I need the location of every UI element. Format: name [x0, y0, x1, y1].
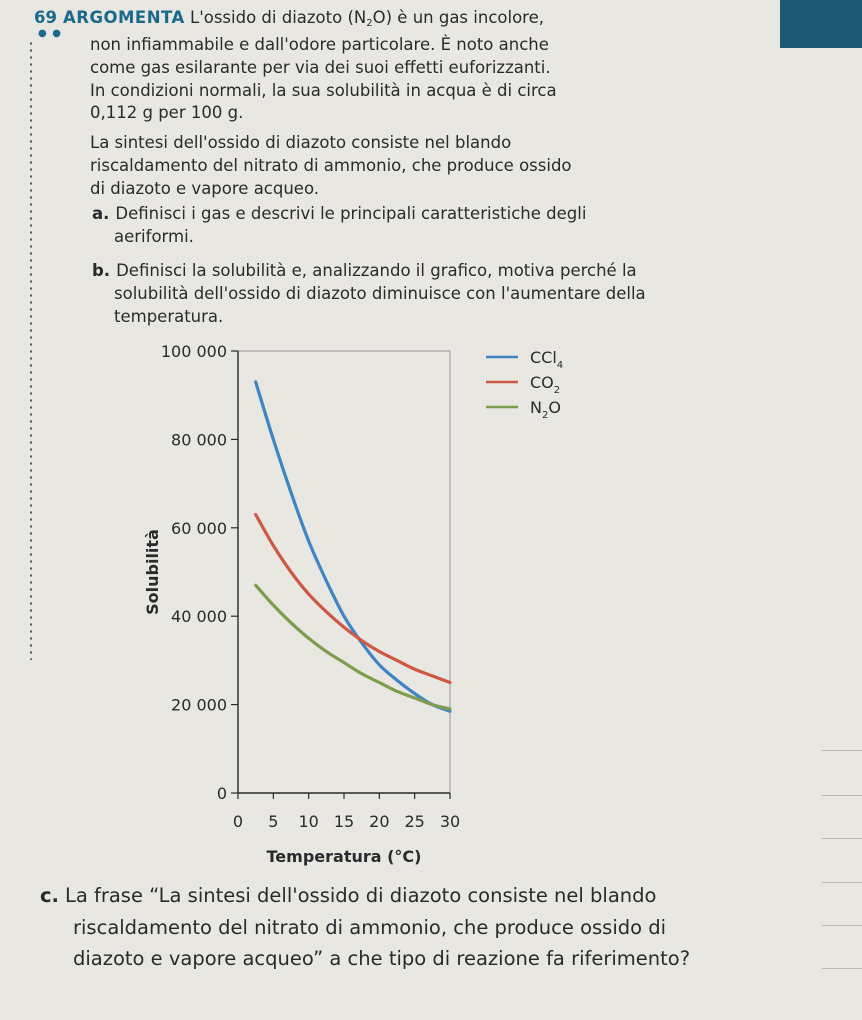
margin-rule: [822, 882, 862, 883]
text-line: La sintesi dell'ossido di diazoto consiste nel blando: [90, 133, 512, 152]
question-c-label: c.: [40, 884, 59, 907]
margin-rule: [822, 925, 862, 926]
y-axis-label: Solubilità: [143, 529, 162, 615]
y-tick-label: 40 000: [171, 607, 227, 627]
text-line: come gas esilarante per via dei suoi effetti euforizzanti.: [90, 57, 551, 77]
x-tick-label: 10: [298, 812, 319, 831]
y-tick-label: 20 000: [171, 695, 227, 715]
x-tick-label: 15: [333, 812, 355, 831]
difficulty-dots-icon: ● ●: [38, 28, 62, 39]
legend-label: CCl$_4$: [530, 348, 564, 371]
question-b-label: b.: [92, 261, 111, 280]
x-tick-label: 30: [439, 812, 461, 831]
legend-label: $CO_2$: [530, 373, 561, 396]
x-tick-label: 0: [232, 812, 244, 831]
y-tick-label: 80 000: [171, 430, 227, 450]
intro-text: L'ossido di diazoto $(N_2O)$ è un gas incolore,: [190, 8, 544, 29]
exercise-number: 69: [34, 8, 57, 27]
x-axis-label: Temperatura (°C): [266, 847, 422, 866]
x-tick-label: 5: [268, 812, 279, 831]
series-line-co: [256, 515, 450, 683]
y-tick-label: 0: [216, 784, 227, 803]
exercise-keyword: ARGOMENTA: [62, 8, 185, 27]
question-a-text: Definisci i gas e descrivi le principali caratteristiche degli aeriformi.: [114, 204, 587, 246]
question-b-text: Definisci la solubilità e, analizzando il grafico, motiva perché la solubilità dell'ossido di diazoto diminuisce con l'aumentare della temperatura.: [114, 261, 646, 326]
question-c-text: La frase “La sintesi dell'ossido di diazoto consiste nel blando riscaldamento del nitrato di ammonio, che produce ossido di diazoto e vapore acqueo” a che tipo di reazione fa riferimento?: [64, 884, 691, 970]
text-line: 0,112 g per 100 g.: [90, 103, 244, 123]
text-line: riscaldamento del nitrato di ammonio, che produce ossido: [90, 155, 572, 175]
x-tick-label: 20: [369, 812, 390, 831]
x-tick-label: 25: [404, 812, 425, 831]
question-a-label: a.: [92, 204, 110, 223]
margin-rule: [822, 968, 862, 969]
question-c: [40, 880, 740, 975]
text-line: di diazoto e vapore acqueo.: [90, 178, 320, 198]
plot-frame: [238, 351, 450, 793]
text-line: non infiammabile e dall'odore particolare. È noto anche: [90, 35, 549, 54]
series-line-n: [256, 585, 450, 709]
legend-label: $N_2O$: [530, 398, 561, 421]
y-tick-label: 60 000: [171, 518, 227, 538]
text-line: In condizioni normali, la sua solubilità in acqua è di circa: [90, 80, 557, 100]
y-tick-label: 100 000: [160, 342, 227, 361]
series-line-ccl: [256, 382, 450, 711]
